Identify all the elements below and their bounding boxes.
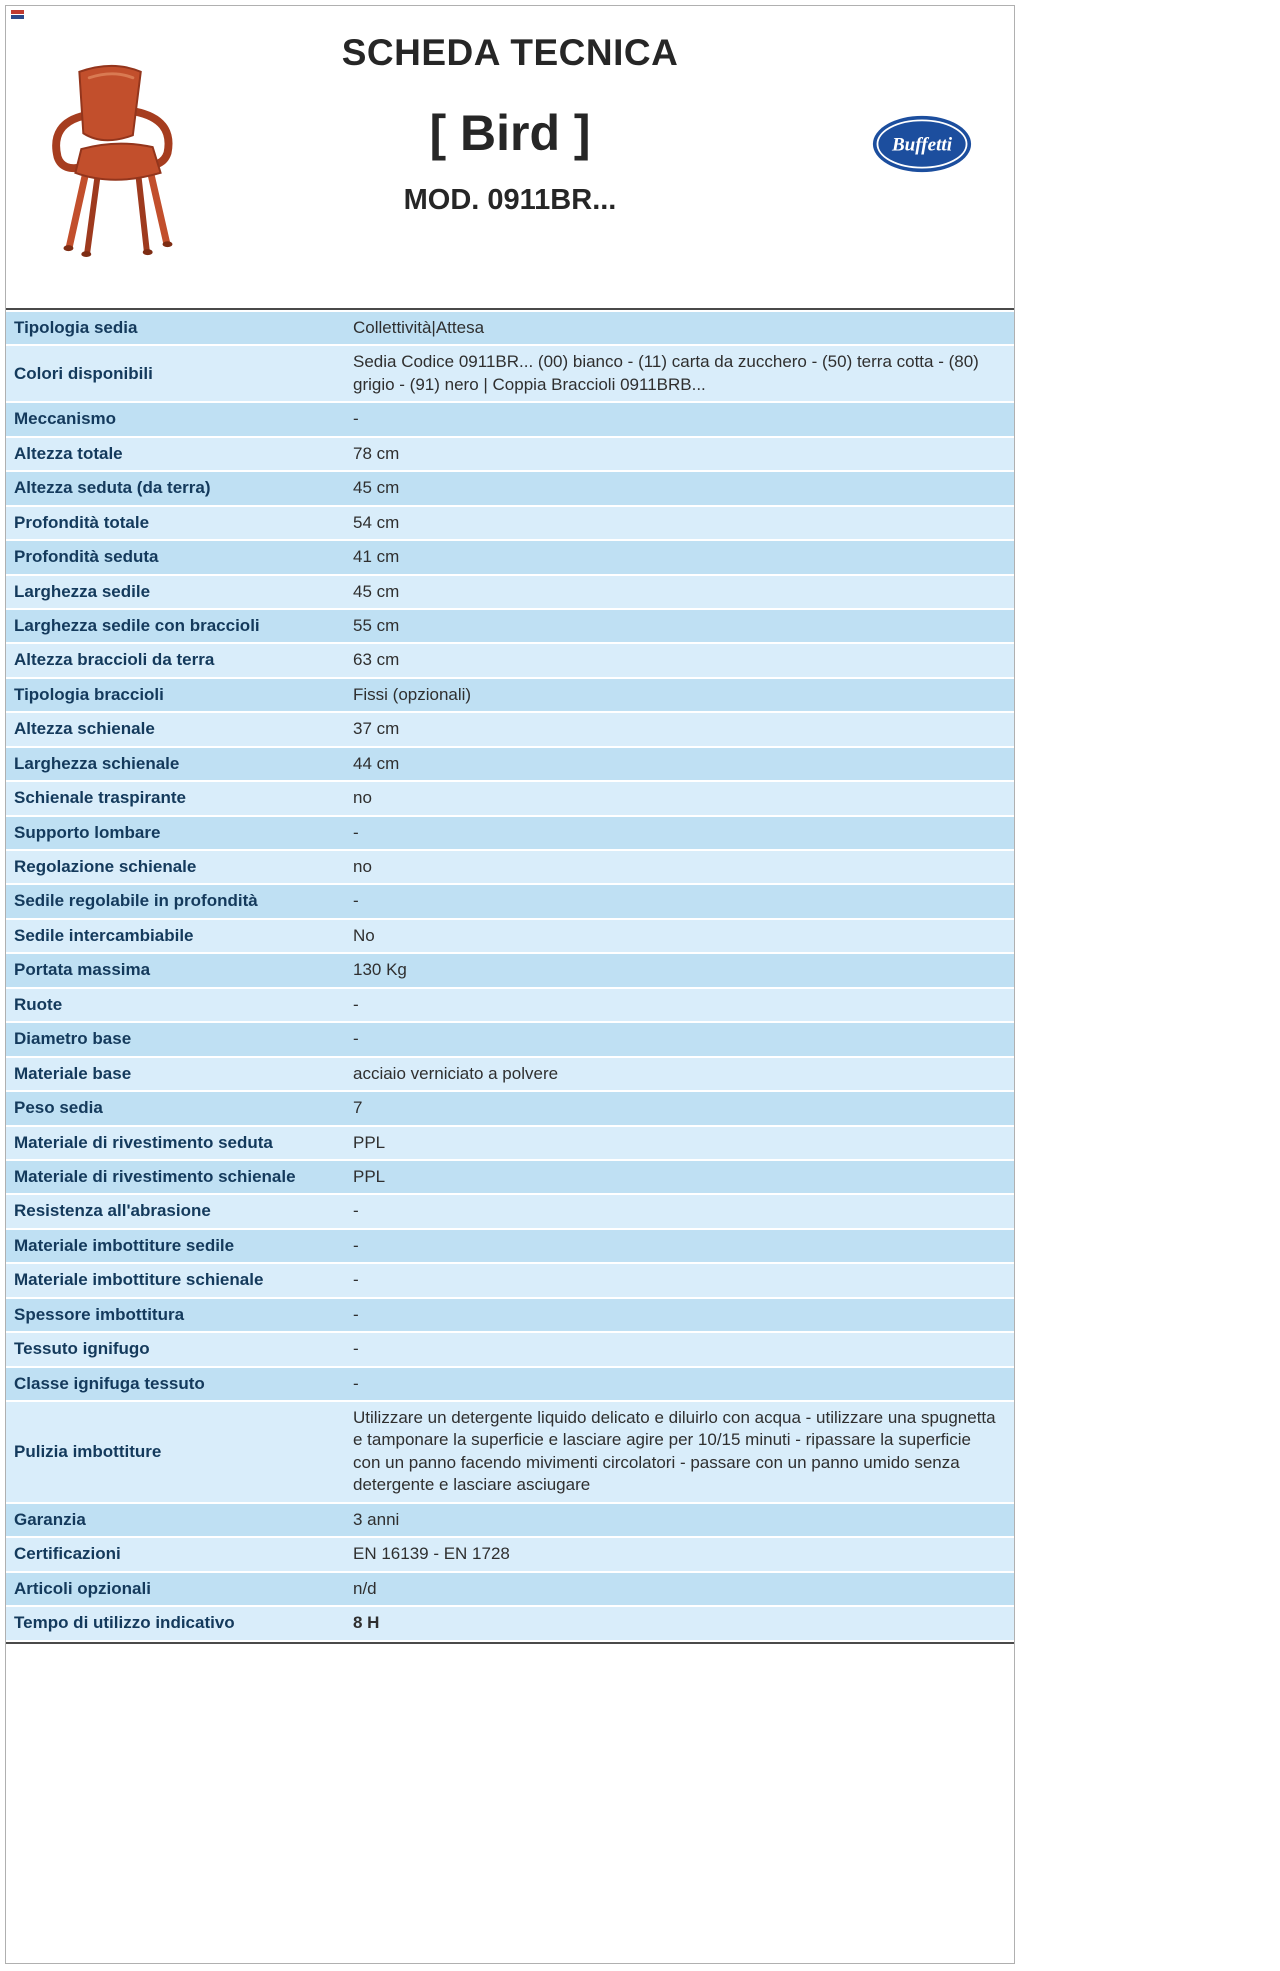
- spec-row: [6, 1127, 1014, 1159]
- spec-value: PPL: [353, 1127, 1014, 1159]
- spec-value: Utilizzare un detergente liquido delicato e diluirlo con acqua - utilizzare una spugnetta e tamponare la superficie e lasciare agire per 10/15 minuti - ripassare la superficie con un panno facendo mivimenti circolatori - passare con un panno umido senza detergente e lasciare asciugare: [353, 1402, 1014, 1502]
- spec-value: acciaio verniciato a polvere: [353, 1058, 1014, 1090]
- spec-row: [6, 576, 1014, 608]
- spec-value: -: [353, 885, 1014, 917]
- spec-label: Materiale imbottiture schienale: [6, 1264, 353, 1296]
- spec-label: Articoli opzionali: [6, 1573, 353, 1605]
- spec-label: Tipologia braccioli: [6, 679, 353, 711]
- spec-value: 8 H: [353, 1607, 1014, 1639]
- spec-row: [6, 885, 1014, 917]
- spec-value: no: [353, 782, 1014, 814]
- spec-label: Altezza totale: [6, 438, 353, 470]
- spec-row: [6, 1538, 1014, 1570]
- spec-value: 3 anni: [353, 1504, 1014, 1536]
- spec-label: Ruote: [6, 989, 353, 1021]
- spec-value: 54 cm: [353, 507, 1014, 539]
- spec-value: 63 cm: [353, 644, 1014, 676]
- spec-row: [6, 1092, 1014, 1124]
- spec-row: [6, 748, 1014, 780]
- spec-row: [6, 1607, 1014, 1639]
- spec-value: Collettività|Attesa: [353, 312, 1014, 344]
- spec-label: Materiale base: [6, 1058, 353, 1090]
- spec-value: PPL: [353, 1161, 1014, 1193]
- spec-label: Materiale di rivestimento seduta: [6, 1127, 353, 1159]
- spec-label: Altezza braccioli da terra: [6, 644, 353, 676]
- spec-label: Sedile regolabile in profondità: [6, 885, 353, 917]
- datasheet-page: [5, 5, 1015, 1964]
- spec-row: [6, 920, 1014, 952]
- spec-value: -: [353, 817, 1014, 849]
- header: [6, 6, 1014, 308]
- spec-row: [6, 989, 1014, 1021]
- spec-row: [6, 644, 1014, 676]
- spec-value: EN 16139 - EN 1728: [353, 1538, 1014, 1570]
- spec-value: Fissi (opzionali): [353, 679, 1014, 711]
- model-code: MOD. 0911BR...: [403, 184, 617, 216]
- spec-label: Resistenza all'abrasione: [6, 1195, 353, 1227]
- spec-row: [6, 1504, 1014, 1536]
- spec-value: -: [353, 1333, 1014, 1365]
- spec-row: [6, 1573, 1014, 1605]
- spec-row: [6, 1230, 1014, 1262]
- spec-label: Certificazioni: [6, 1538, 353, 1570]
- spec-row: [6, 312, 1014, 344]
- spec-value: 41 cm: [353, 541, 1014, 573]
- spec-value: 130 Kg: [353, 954, 1014, 986]
- chair-illustration: [41, 54, 191, 262]
- spec-value: 78 cm: [353, 438, 1014, 470]
- spec-value: 44 cm: [353, 748, 1014, 780]
- spec-row: [6, 782, 1014, 814]
- spec-row: [6, 1161, 1014, 1193]
- spec-row: [6, 954, 1014, 986]
- spec-label: Schienale traspirante: [6, 782, 353, 814]
- spec-label: Larghezza sedile con braccioli: [6, 610, 353, 642]
- spec-value: 37 cm: [353, 713, 1014, 745]
- spec-value: -: [353, 1230, 1014, 1262]
- spec-value: -: [353, 989, 1014, 1021]
- spec-label: Peso sedia: [6, 1092, 353, 1124]
- spec-row: [6, 817, 1014, 849]
- spec-label: Materiale di rivestimento schienale: [6, 1161, 353, 1193]
- spec-value: -: [353, 1264, 1014, 1296]
- spec-row: [6, 1264, 1014, 1296]
- spec-row: [6, 1333, 1014, 1365]
- spec-value: 45 cm: [353, 472, 1014, 504]
- spec-row: [6, 472, 1014, 504]
- spec-value: no: [353, 851, 1014, 883]
- spec-label: Altezza seduta (da terra): [6, 472, 353, 504]
- spec-value: 55 cm: [353, 610, 1014, 642]
- spec-value: -: [353, 1023, 1014, 1055]
- spec-table-body: [6, 312, 1014, 1640]
- spec-table: [6, 308, 1014, 1644]
- spec-label: Profondità seduta: [6, 541, 353, 573]
- spec-row: [6, 851, 1014, 883]
- spec-value: n/d: [353, 1573, 1014, 1605]
- spec-row: [6, 679, 1014, 711]
- spec-value: -: [353, 1299, 1014, 1331]
- spec-label: Tipologia sedia: [6, 312, 353, 344]
- spec-label: Supporto lombare: [6, 817, 353, 849]
- spec-label: Regolazione schienale: [6, 851, 353, 883]
- spec-row: [6, 1368, 1014, 1400]
- spec-value: No: [353, 920, 1014, 952]
- spec-label: Tessuto ignifugo: [6, 1333, 353, 1365]
- buffetti-logo-icon: [872, 114, 972, 174]
- spec-value: 7: [353, 1092, 1014, 1124]
- spec-label: Larghezza sedile: [6, 576, 353, 608]
- spec-row: [6, 346, 1014, 401]
- spec-value: -: [353, 403, 1014, 435]
- chair-product-image: [41, 54, 191, 267]
- spec-label: Portata massima: [6, 954, 353, 986]
- spec-value: Sedia Codice 0911BR... (00) bianco - (11) carta da zucchero - (50) terra cotta - (80) grigio - (91) nero | Coppia Braccioli 0911BRB...: [353, 346, 1014, 401]
- spec-label: Sedile intercambiabile: [6, 920, 353, 952]
- spec-label: Colori disponibili: [6, 346, 353, 401]
- spec-label: Profondità totale: [6, 507, 353, 539]
- spec-label: Meccanismo: [6, 403, 353, 435]
- spec-value: -: [353, 1368, 1014, 1400]
- spec-row: [6, 438, 1014, 470]
- spec-value: 45 cm: [353, 576, 1014, 608]
- spec-label: Garanzia: [6, 1504, 353, 1536]
- page-title: SCHEDA TECNICA: [341, 32, 679, 73]
- spec-row: [6, 1195, 1014, 1227]
- spec-row: [6, 1402, 1014, 1502]
- spec-row: [6, 403, 1014, 435]
- spec-label: Materiale imbottiture sedile: [6, 1230, 353, 1262]
- spec-label: Larghezza schienale: [6, 748, 353, 780]
- buffetti-logo-text: Buffetti: [891, 134, 953, 156]
- spec-row: [6, 1023, 1014, 1055]
- spec-label: Altezza schienale: [6, 713, 353, 745]
- spec-label: Pulizia imbottiture: [6, 1402, 353, 1502]
- spec-row: [6, 507, 1014, 539]
- spec-label: Classe ignifuga tessuto: [6, 1368, 353, 1400]
- spec-row: [6, 610, 1014, 642]
- spec-row: [6, 1058, 1014, 1090]
- model-name: [ Bird ]: [429, 105, 591, 161]
- spec-value: -: [353, 1195, 1014, 1227]
- spec-row: [6, 713, 1014, 745]
- spec-label: Tempo di utilizzo indicativo: [6, 1607, 353, 1639]
- buffetti-logo: [872, 114, 972, 179]
- spec-label: Diametro base: [6, 1023, 353, 1055]
- spec-label: Spessore imbottitura: [6, 1299, 353, 1331]
- spec-row: [6, 1299, 1014, 1331]
- spec-row: [6, 541, 1014, 573]
